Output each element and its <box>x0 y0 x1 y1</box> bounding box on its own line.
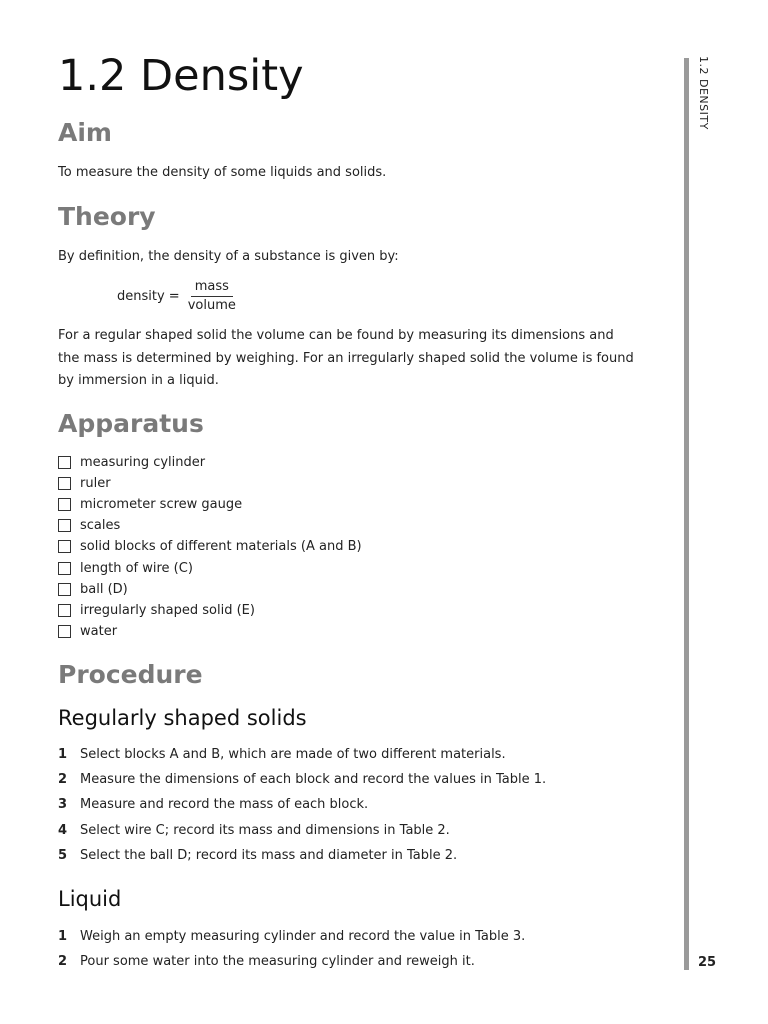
checkbox[interactable] <box>58 477 71 490</box>
step-number: 5 <box>58 847 68 863</box>
procedure-heading: Procedure <box>58 660 203 689</box>
list-item <box>58 843 546 868</box>
apparatus-heading: Apparatus <box>58 409 204 438</box>
step-text: Pour some water into the measuring cylinder and reweigh it. <box>80 954 475 970</box>
apparatus-item[interactable] <box>58 600 362 621</box>
theory-text: For a regular shaped solid the volume can be found by measuring its dimensions and the mass is determined by weighing. For an irregularly shaped solid the volume is found by immersion in a liquid. <box>58 328 634 388</box>
step-text: Select blocks A and B, which are made of two different materials. <box>80 747 506 763</box>
checkbox[interactable] <box>58 456 71 469</box>
side-chapter-label: 1.2 DENSITY <box>697 56 710 130</box>
apparatus-item[interactable] <box>58 473 362 494</box>
step-number: 1 <box>58 747 68 763</box>
checkbox[interactable] <box>58 498 71 511</box>
checkbox[interactable] <box>58 604 71 617</box>
aim-heading: Aim <box>58 118 112 147</box>
apparatus-item-label: water <box>80 623 118 639</box>
list-item <box>58 742 546 767</box>
apparatus-item-label: irregularly shaped solid (E) <box>80 602 255 618</box>
apparatus-item-label: micrometer screw gauge <box>80 497 243 513</box>
step-number: 3 <box>58 797 68 813</box>
step-text: Select wire C; record its mass and dimensions in Table 2. <box>80 822 450 838</box>
step-text: Select the ball D; record its mass and diameter in Table 2. <box>80 847 458 863</box>
apparatus-checklist <box>58 452 362 642</box>
regular-solids-steps <box>58 742 546 868</box>
theory-intro: By definition, the density of a substance is given by: <box>58 249 399 264</box>
step-number: 2 <box>58 954 68 970</box>
apparatus-item[interactable] <box>58 452 362 473</box>
step-text: Measure and record the mass of each block. <box>80 797 369 813</box>
formula-lhs: density = <box>117 289 180 304</box>
step-text: Weigh an empty measuring cylinder and record the value in Table 3. <box>80 929 526 945</box>
apparatus-item[interactable] <box>58 557 362 578</box>
list-item <box>58 818 546 843</box>
aim-text: To measure the density of some liquids and solids. <box>58 165 387 180</box>
apparatus-item-label: scales <box>80 518 121 534</box>
step-text: Measure the dimensions of each block and record the values in Table 1. <box>80 772 547 788</box>
checkbox[interactable] <box>58 519 71 532</box>
list-item <box>58 767 546 792</box>
list-item <box>58 924 525 949</box>
page-number: 25 <box>698 955 717 970</box>
apparatus-item-label: solid blocks of different materials (A and B) <box>80 539 362 555</box>
apparatus-item[interactable] <box>58 621 362 642</box>
apparatus-item[interactable] <box>58 515 362 536</box>
theory-heading: Theory <box>58 202 156 231</box>
page-title: 1.2 Density <box>58 51 304 101</box>
apparatus-item-label: measuring cylinder <box>80 455 206 471</box>
apparatus-item[interactable] <box>58 579 362 600</box>
formula-denominator: volume <box>187 298 236 313</box>
apparatus-item-label: ruler <box>80 476 111 492</box>
formula-fraction <box>184 279 240 314</box>
checkbox[interactable] <box>58 625 71 638</box>
liquid-steps <box>58 924 525 974</box>
density-formula <box>117 279 240 314</box>
step-number: 1 <box>58 929 68 945</box>
step-number: 4 <box>58 822 68 838</box>
step-number: 2 <box>58 772 68 788</box>
list-item <box>58 792 546 817</box>
apparatus-item-label: length of wire (C) <box>80 560 193 576</box>
apparatus-item[interactable] <box>58 536 362 557</box>
list-item <box>58 949 525 974</box>
apparatus-item[interactable] <box>58 494 362 515</box>
liquid-heading: Liquid <box>58 887 122 911</box>
side-rule <box>684 58 689 970</box>
checkbox[interactable] <box>58 540 71 553</box>
regular-solids-heading: Regularly shaped solids <box>58 706 307 730</box>
apparatus-item-label: ball (D) <box>80 581 128 597</box>
formula-numerator: mass <box>191 279 233 297</box>
checkbox[interactable] <box>58 583 71 596</box>
checkbox[interactable] <box>58 562 71 575</box>
